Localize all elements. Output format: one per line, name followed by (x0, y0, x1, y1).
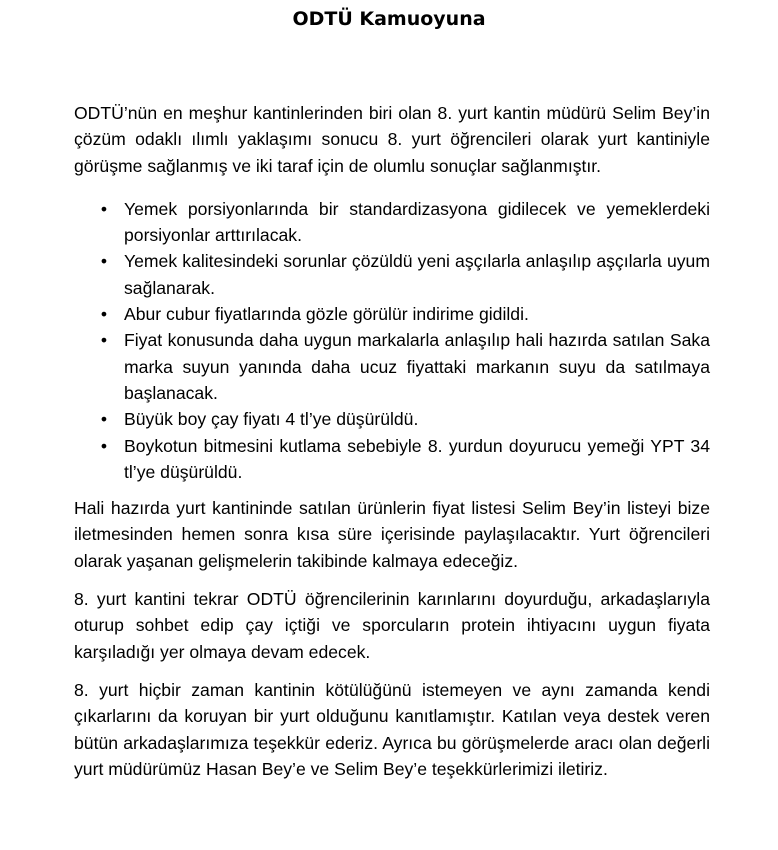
bullet-text: Yemek porsiyonlarında bir standardizasyona gidilecek ve yemeklerdeki porsiyonlar arttırılacak. (124, 198, 710, 246)
document-title: ODTÜ Kamuoyuna (292, 8, 486, 30)
bullet-text: Yemek kalitesindeki sorunlar çözüldü yeni aşçılarla anlaşılıp aşçılarla uyum sağlanarak. (124, 251, 710, 298)
thanks-paragraph: 8. yurt hiçbir zaman kantinin kötülüğünü istemeyen ve aynı zamanda kendi çıkarlarını da koruyan bir yurt olduğunu kanıtlamıştır. Katılan veya destek veren bütün arkadaşlarımıza teşekkür ederiz. Ayrıca bu görüşmelerde aracı olan değerli yurt müdürümüz Hasan Bey’e ve Selim Bey’e teşekkürlerimizi iletiriz. (74, 679, 710, 779)
bullet-text: Boykotun bitmesini kutlama sebebiyle 8. yurdun doyurucu yemeği YPT 34 tl’ye düşürüldü. (124, 435, 710, 482)
bullet-icon: • (100, 435, 108, 456)
bullet-item (74, 327, 710, 406)
kantin-continuity-paragraph: 8. yurt kantini tekrar ODTÜ öğrencilerinin karınlarını doyurduğu, arkadaşlarıyla oturup sohbet edip çay içtiği ve sporcuların protein ihtiyacını uygun fiyata karşıladığı yer olmaya devam edecek. (74, 589, 710, 662)
bullet-text: Büyük boy çay fiyatı 4 tl’ye düşürüldü. (124, 409, 419, 430)
bullet-item (74, 248, 710, 301)
bullet-list (74, 196, 710, 485)
bullet-icon: • (100, 251, 108, 272)
bullet-icon: • (100, 304, 108, 325)
price-list-paragraph: Hali hazırda yurt kantininde satılan ürünlerin fiyat listesi Selim Bey’in listeyi bize iletmesinden hemen sonra kısa süre içerisinde paylaşılacaktır. Yurt öğrencileri olarak yaşanan gelişmelerin takibinde kalmaya edeceğiz. (74, 498, 710, 571)
intro-paragraph: ODTÜ’nün en meşhur kantinlerinden biri olan 8. yurt kantin müdürü Selim Bey’in çözüm odaklı ılımlı yaklaşımı sonucu 8. yurt öğrencileri olarak yurt kantiniyle görüşme sağlanmış ve iki taraf için de olumlu sonuçlar sağlanmıştır. (74, 103, 710, 176)
bullet-item (74, 196, 710, 249)
bullet-icon: • (100, 198, 108, 219)
bullet-item (74, 301, 710, 327)
bullet-text: Fiyat konusunda daha uygun markalarla anlaşılıp hali hazırda satılan Saka marka suyun yanında daha ucuz fiyattaki markanın suyu da satılmaya başlanacak. (124, 330, 710, 403)
bullet-text: Abur cubur fiyatlarında gözle görülür indirime gidildi. (124, 304, 529, 325)
bullet-icon: • (100, 409, 108, 430)
bullet-item (74, 406, 710, 432)
bullet-icon: • (100, 330, 108, 351)
bullet-item (74, 433, 710, 486)
document-body (74, 100, 710, 782)
